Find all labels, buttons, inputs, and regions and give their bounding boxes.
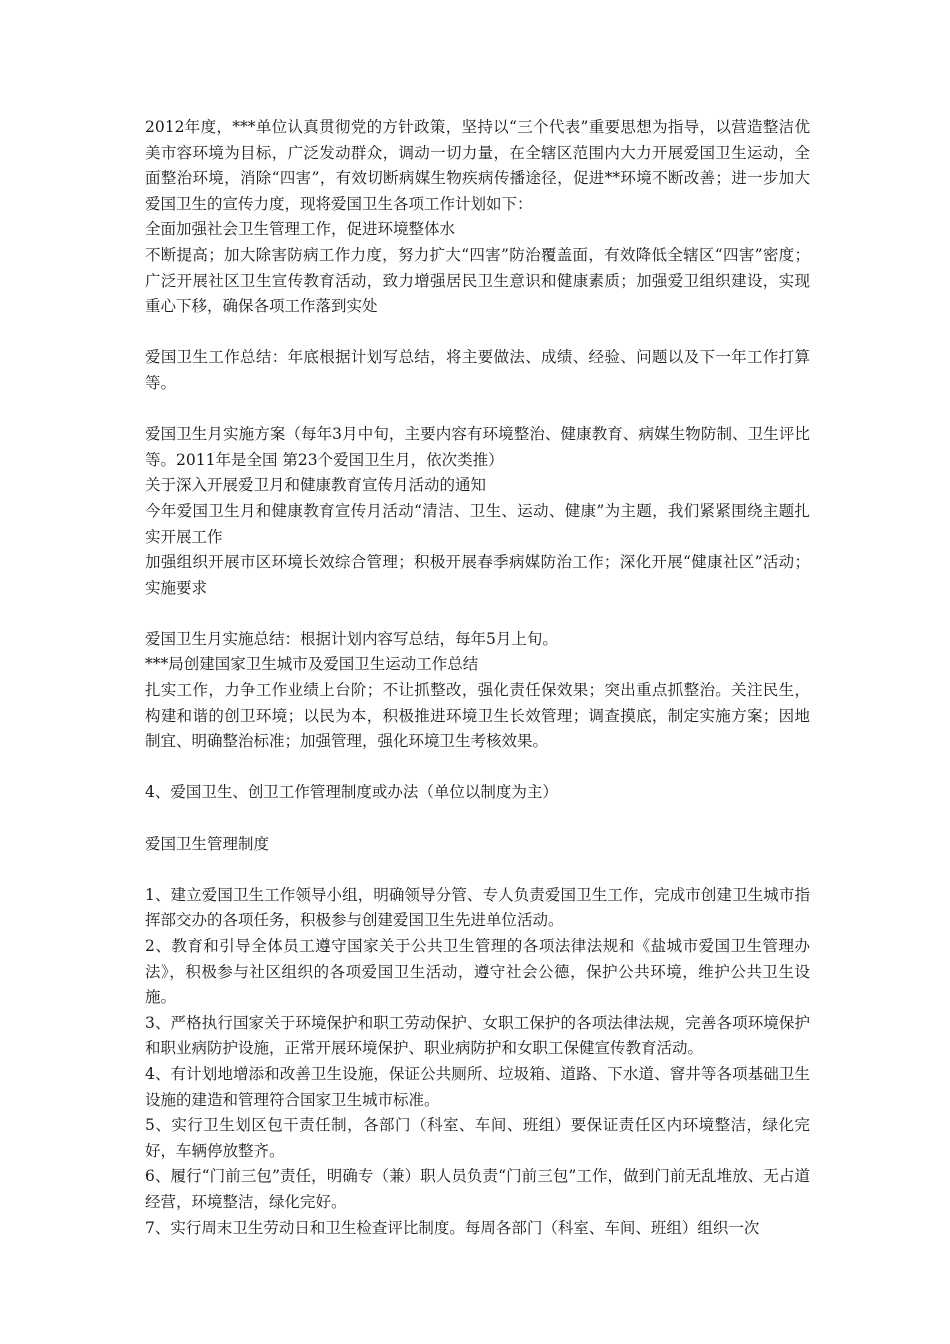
- blank-line: [145, 320, 810, 346]
- paragraph: 不断提高；加大除害防病工作力度，努力扩大“四害”防治覆盖面，有效降低全辖区“四害”密度；广泛开展社区卫生宣传教育活动，致力增强居民卫生意识和健康素质；加强爱卫组织建设，实现重心下移，确保各项工作落到实处: [145, 245, 810, 316]
- blank-line: [145, 397, 810, 423]
- paragraph: 爱国卫生工作总结：年底根据计划写总结，将主要做法、成绩、经验、问题以及下一年工作打算等。: [145, 348, 810, 392]
- document-body: [145, 115, 810, 1241]
- paragraph: 2012年度，***单位认真贯彻党的方针政策，坚持以“三个代表”重要思想为指导，以营造整洁优美市容环境为目标，广泛发动群众，调动一切力量，在全辖区范围内大力开展爱国卫生运动，全面整治环境，消除“四害”，有效切断病媒生物疾病传播途径，促进**环境不断改善；进一步加大爱国卫生的宣传力度，现将爱国卫生各项工作计划如下：: [145, 118, 810, 213]
- paragraph: 爱国卫生月实施总结：根据计划内容写总结，每年5月上旬。: [145, 629, 558, 648]
- list-item: 2、教育和引导全体员工遵守国家关于公共卫生管理的各项法律法规和《盐城市爱国卫生管理办法》，积极参与社区组织的各项爱国卫生活动，遵守社会公德，保护公共环境，维护公共卫生设施。: [145, 937, 810, 1007]
- blank-line: [145, 755, 810, 781]
- paragraph: 全面加强社会卫生管理工作，促进环境整体水: [145, 220, 456, 239]
- section-heading: 4、爱国卫生、创卫工作管理制度或办法（单位以制度为主）: [145, 783, 558, 802]
- blank-line: [145, 806, 810, 832]
- document-title: 爱国卫生管理制度: [145, 834, 270, 853]
- paragraph: 关于深入开展爱卫月和健康教育宣传月活动的通知: [145, 476, 487, 495]
- paragraph: 扎实工作，力争工作业绩上台阶；不让抓整改，强化责任保效果；突出重点抓整治。关注民生，构建和谐的创卫环境；以民为本，积极推进环境卫生长效管理；调查摸底，制定实施方案；因地制宜、明确整治标准；加强管理，强化环境卫生考核效果。: [145, 681, 810, 751]
- paragraph: 爱国卫生月实施方案（每年3月中旬，主要内容有环境整治、健康教育、病媒生物防制、卫生评比等。2011年是全国 第23个爱国卫生月，依次类推）: [145, 425, 810, 469]
- list-item: 7、实行周末卫生劳动日和卫生检查评比制度。每周各部门（科室、车间、班组）组织一次: [145, 1218, 760, 1237]
- list-item: 4、有计划地增添和改善卫生设施，保证公共厕所、垃圾箱、道路、下水道、窨井等各项基础卫生设施的建造和管理符合国家卫生城市标准。: [145, 1064, 810, 1109]
- paragraph: 加强组织开展市区环境长效综合管理；积极开展春季病媒防治工作；深化开展“健康社区”活动；实施要求: [145, 553, 810, 597]
- list-item: 1、建立爱国卫生工作领导小组，明确领导分管、专人负责爱国卫生工作，完成市创建卫生城市指挥部交办的各项任务，积极参与创建爱国卫生先进单位活动。: [145, 885, 810, 930]
- paragraph: 今年爱国卫生月和健康教育宣传月活动“清洁、卫生、运动、健康”为主题，我们紧紧围绕主题扎实开展工作: [145, 501, 810, 546]
- blank-line: [145, 857, 810, 883]
- list-item: 6、履行“门前三包”责任，明确专（兼）职人员负责“门前三包”工作，做到门前无乱堆放、无占道经营，环境整洁，绿化完好。: [145, 1167, 810, 1211]
- section-heading: ***局创建国家卫生城市及爱国卫生运动工作总结: [145, 655, 479, 674]
- list-item: 5、实行卫生划区包干责任制，各部门（科室、车间、班组）要保证责任区内环境整洁，绿化完好，车辆停放整齐。: [145, 1116, 810, 1160]
- list-item: 3、严格执行国家关于环境保护和职工劳动保护、女职工保护的各项法律法规，完善各项环境保护和职业病防护设施，正常开展环境保护、职业病防护和女职工保健宣传教育活动。: [145, 1013, 810, 1058]
- blank-line: [145, 601, 810, 627]
